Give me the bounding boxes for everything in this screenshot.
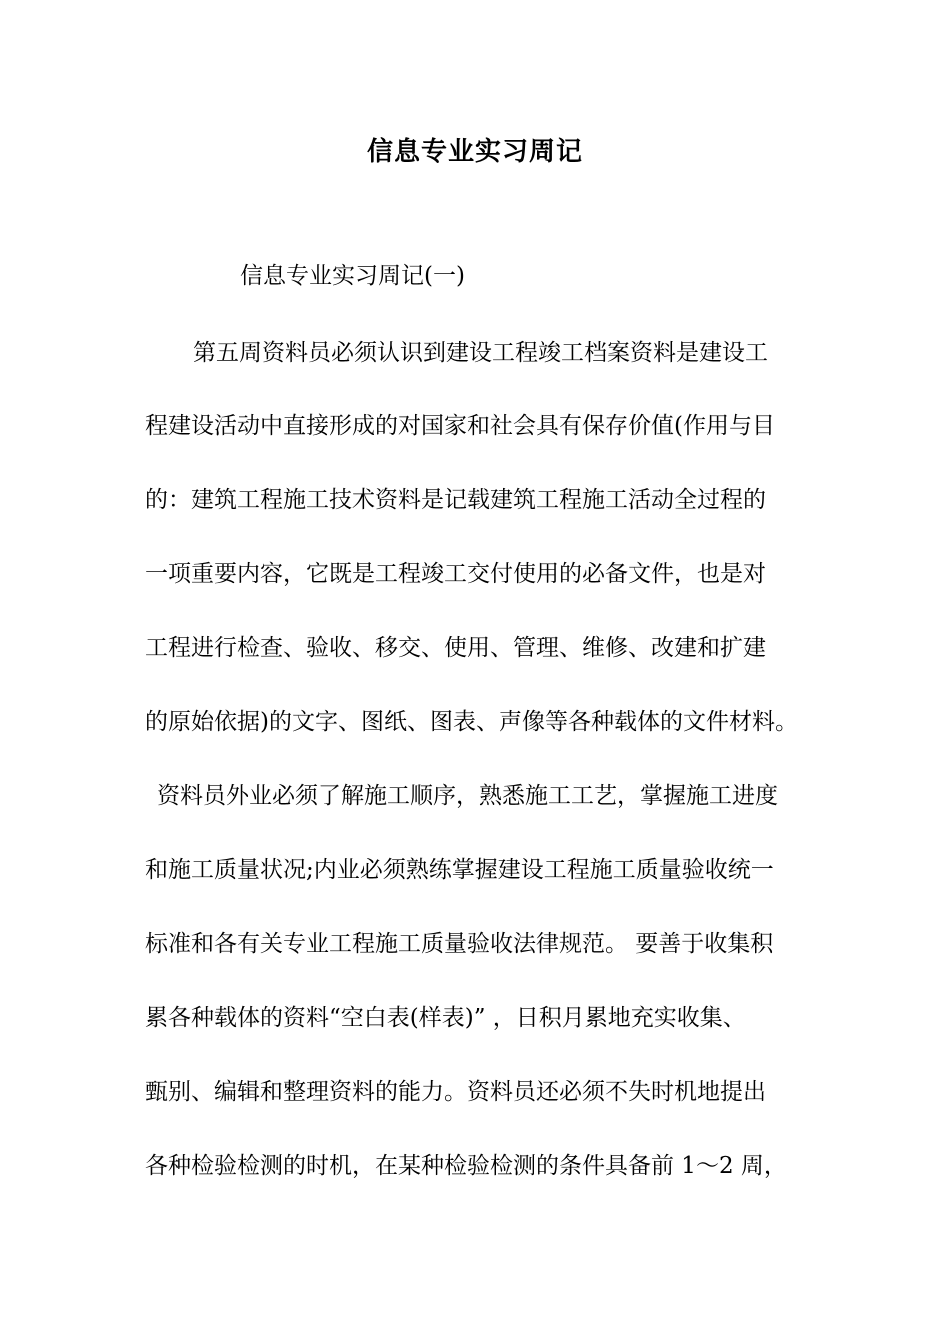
paragraph-line: 累各种载体的资料“空白表(样表)” ，日积月累地充实收集、 — [145, 1005, 746, 1031]
paragraph-line: 的：建筑工程施工技术资料是记载建筑工程施工活动全过程的 — [145, 487, 766, 513]
paragraph-line: 程建设活动中直接形成的对国家和社会具有保存价值(作用与目 — [145, 413, 775, 439]
paragraph-line: 一项重要内容，它既是工程竣工交付使用的必备文件，也是对 — [145, 561, 766, 587]
paragraph-line: 和施工质量状况;内业必须熟练掌握建设工程施工质量验收统一 — [145, 857, 774, 883]
paragraph-line: 资料员外业必须了解施工顺序，熟悉施工工艺，掌握施工进度 — [157, 783, 778, 809]
section-subtitle: 信息专业实习周记(一) — [240, 263, 465, 289]
paragraph-line: 第五周资料员必须认识到建设工程竣工档案资料是建设工 — [193, 340, 768, 366]
paragraph-line: 标准和各有关专业工程施工质量验收法律规范。 要善于收集积 — [145, 931, 774, 957]
document-title: 信息专业实习周记 — [366, 137, 583, 167]
paragraph-line: 的原始依据)的文字、图纸、图表、声像等各种载体的文件材料。 — [145, 709, 798, 735]
paragraph-line: 工程进行检查、验收、移交、使用、管理、维修、改建和扩建 — [145, 635, 766, 661]
paragraph-line: 各种检验检测的时机，在某种检验检测的条件具备前 1～2 周， — [145, 1153, 787, 1179]
paragraph-line: 甄别、编辑和整理资料的能力。资料员还必须不失时机地提出 — [145, 1079, 766, 1105]
